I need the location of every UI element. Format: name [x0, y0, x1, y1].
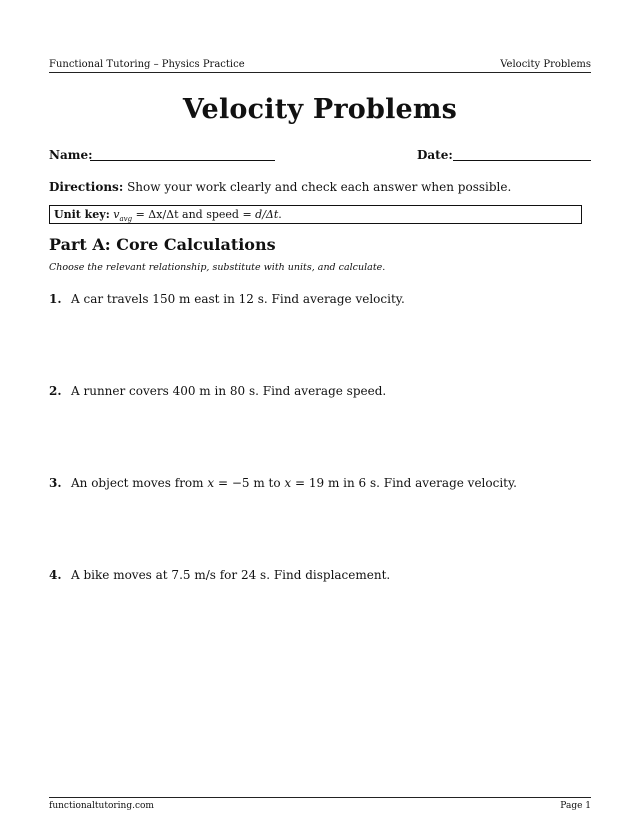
question-number: 1.: [49, 292, 62, 306]
question-text-end: = 19 m in 6 s. Find average velocity.: [291, 476, 517, 490]
date-field[interactable]: [417, 148, 453, 162]
directions: [49, 180, 511, 194]
part-a-heading: Part A: Core Calculations: [49, 235, 276, 254]
unit-key-end: .: [278, 208, 282, 221]
unit-key-box: [49, 205, 582, 224]
question-3: [49, 476, 517, 490]
name-label: Name:: [49, 148, 93, 162]
header-left-text: Functional Tutoring – Physics Practice: [49, 59, 245, 70]
footer-website: functionaltutoring.com: [49, 801, 154, 811]
name-date-row: [49, 148, 591, 164]
unit-key-middle: and speed =: [178, 208, 256, 221]
page-footer: [49, 797, 591, 814]
question-number: 4.: [49, 568, 62, 582]
unit-key-label: Unit key:: [54, 208, 110, 221]
question-number: 2.: [49, 384, 62, 398]
name-blank-line: [90, 160, 275, 161]
page-title: Velocity Problems: [182, 94, 458, 125]
date-label: Date:: [417, 148, 453, 162]
page-header: [49, 58, 591, 73]
part-a-subtitle: Choose the relevant relationship, substitute with units, and calculate.: [49, 262, 386, 273]
unit-key-eq2: d/Δt: [255, 208, 279, 221]
directions-label: Directions:: [49, 180, 124, 194]
question-number: 3.: [49, 476, 62, 490]
question-1: [49, 292, 405, 306]
question-text: A car travels 150 m east in 12 s. Find average velocity.: [71, 292, 405, 306]
question-text: A bike moves at 7.5 m/s for 24 s. Find displacement.: [71, 568, 391, 582]
date-blank-line: [453, 160, 591, 161]
directions-text: Show your work clearly and check each answer when possible.: [127, 180, 512, 194]
unit-key-vavg: $v_{avg}$: [113, 208, 133, 224]
unit-key-eq1: = Δx/Δt: [132, 208, 179, 221]
question-4: [49, 568, 390, 582]
math-x: x: [207, 476, 215, 490]
header-right-text: Velocity Problems: [500, 59, 591, 70]
footer-page-number: Page 1: [560, 801, 591, 811]
question-text-mid: = −5 m to: [214, 476, 285, 490]
question-text-pre: An object moves from: [71, 476, 208, 490]
question-2: [49, 384, 386, 398]
math-x: x: [284, 476, 292, 490]
question-text: A runner covers 400 m in 80 s. Find average speed.: [71, 384, 387, 398]
name-field[interactable]: [49, 148, 93, 162]
